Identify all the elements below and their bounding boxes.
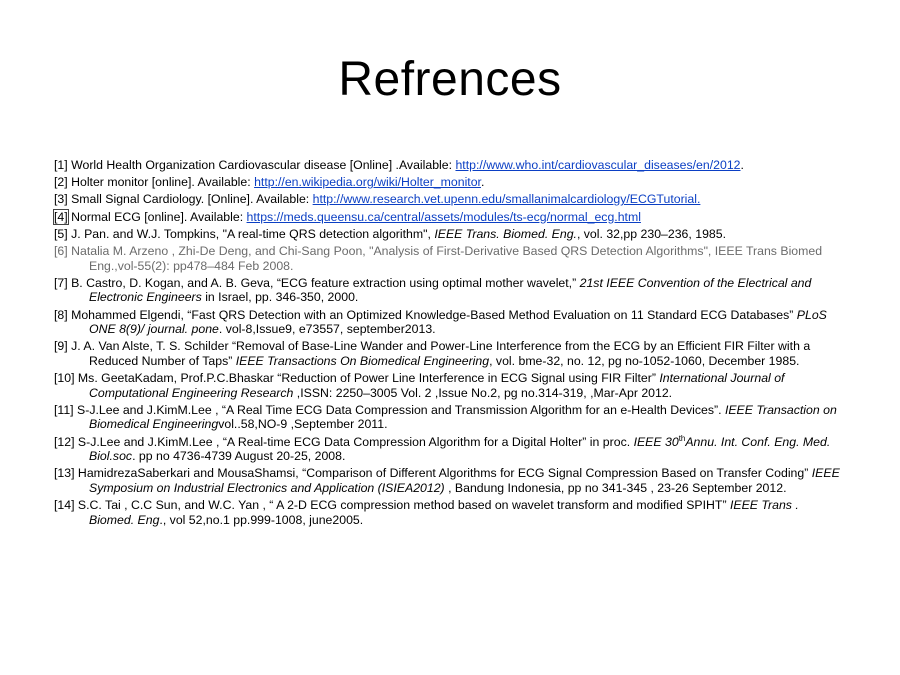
- reference-number: [3]: [54, 192, 68, 207]
- reference-number: [1]: [54, 158, 68, 172]
- reference-text: J. Pan. and W.J. Tompkins, "A real-time QRS detection algorithm",: [67, 226, 435, 241]
- reference-tail: . pp no 4736-4739 August 20-25, 2008.: [132, 449, 346, 464]
- reference-number: [11]: [54, 402, 74, 417]
- reference-link[interactable]: http://www.research.vet.upenn.edu/smallanimalcardiology/ECGTutorial.: [312, 192, 701, 207]
- reference-journal: IEEE Symposium on Industrial Electronics and Application (ISIEA2012): [89, 466, 840, 495]
- reference-number: [2]: [54, 175, 68, 190]
- reference-tail: , Bandung Indonesia, pp no 341-345 , 23-26 September 2012.: [444, 481, 787, 495]
- reference-journal: 21st IEEE Convention of the Electrical and Electronic Engineers: [89, 275, 812, 305]
- reference-number: [12]: [54, 434, 75, 449]
- reference-item-9: [54, 339, 846, 368]
- reference-list: [54, 158, 846, 530]
- reference-number: [6]: [54, 243, 68, 258]
- reference-journal: IEEE Trans. Biomed. Eng.: [434, 226, 577, 241]
- reference-link[interactable]: http://www.who.int/cardiovascular_diseases/en/2012: [455, 158, 741, 172]
- reference-journal-cont: Annu. Int. Conf. Eng. Med. Biol.soc: [89, 434, 831, 464]
- reference-tail: .: [740, 158, 744, 172]
- reference-number: [5]: [54, 226, 68, 241]
- reference-item-2: [54, 175, 846, 190]
- reference-number: [9]: [54, 339, 68, 354]
- reference-tail: .: [480, 175, 485, 190]
- reference-text: S.C. Tai , C.C Sun, and W.C. Yan , “ A 2-D ECG compression method based on wavelet transform and modified SPIHT”: [74, 498, 730, 513]
- reference-text: J. A. Van Alste, T. S. Schilder “Removal of Base-Line Wander and Power-Line Interference from the ECG by an Efficient FIR Filter with a Reduced Number of Taps”: [67, 339, 811, 368]
- reference-tail: ,ISSN: 2250–3005 Vol. 2 ,Issue No.2, pg no.314-319, ,Mar-Apr 2012.: [293, 385, 673, 400]
- reference-item-12: [54, 435, 846, 464]
- reference-item-4: [54, 210, 846, 225]
- reference-text: HamidrezaSaberkari and MousaShamsi, “Comparison of Different Algorithms for ECG Signal Compression Based on Transfer Coding”: [74, 466, 812, 481]
- reference-journal: IEEE Transaction on Biomedical Engineering: [89, 402, 837, 432]
- reference-item-13: [54, 466, 846, 495]
- reference-tail: , vol. 32,pp 230–236, 1985.: [576, 226, 727, 241]
- reference-journal: IEEE Transactions On Biomedical Engineering: [235, 353, 490, 368]
- reference-item-5: [54, 227, 846, 242]
- reference-item-11: [54, 403, 846, 432]
- reference-superscript: th: [678, 433, 686, 443]
- reference-link[interactable]: https://meds.queensu.ca/central/assets/modules/ts-ecg/normal_ecg.html: [246, 209, 641, 224]
- reference-item-8: [54, 308, 846, 337]
- reference-text: Normal ECG [online]. Available:: [67, 209, 247, 224]
- reference-journal: PLoS ONE 8(9)/ journal. pone: [89, 307, 827, 337]
- reference-text: Holter monitor [online]. Available:: [67, 175, 255, 190]
- reference-item-6: [54, 244, 846, 273]
- reference-tail: in Israel, pp. 346-350, 2000.: [201, 290, 359, 305]
- reference-number: [4]: [54, 209, 68, 224]
- reference-text: S-J.Lee and J.KimM.Lee , “A Real Time ECG Data Compression and Transmission Algorithm for an e-Health Devices”.: [73, 402, 725, 417]
- reference-item-14: [54, 498, 846, 527]
- reference-journal: International Journal of Computational Engineering Research: [89, 371, 785, 400]
- reference-tail: vol..58,NO-9 ,September 2011.: [218, 417, 388, 432]
- reference-tail: . vol-8,Issue9, e73557, september2013.: [218, 322, 436, 337]
- slide-title: Refrences: [338, 53, 562, 106]
- reference-item-10: [54, 371, 846, 400]
- reference-link[interactable]: http://en.wikipedia.org/wiki/Holter_monitor: [254, 175, 481, 190]
- reference-number: [7]: [54, 275, 68, 290]
- reference-tail: , vol. bme-32, no. 12, pg no-1052-1060, December 1985.: [489, 353, 800, 368]
- reference-number: [14]: [54, 498, 75, 513]
- reference-text: Small Signal Cardiology. [Online]. Available:: [67, 192, 313, 207]
- reference-text: World Health Organization Cardiovascular disease [Online] .Available:: [67, 158, 456, 172]
- reference-item-1: [54, 158, 846, 173]
- reference-item-3: [54, 192, 846, 207]
- reference-number: [8]: [54, 307, 68, 322]
- reference-text: Ms. GeetaKadam, Prof.P.C.Bhaskar “Reduction of Power Line Interference in ECG Signal using FIR Filter”: [74, 371, 660, 386]
- reference-journal: IEEE 30: [633, 434, 679, 449]
- reference-tail: ., vol 52,no.1 pp.999-1008, june2005.: [159, 512, 364, 527]
- reference-text: B. Castro, D. Kogan, and A. B. Geva, “ECG feature extraction using optimal mother wavelet,”: [67, 275, 580, 290]
- reference-text: Natalia M. Arzeno , Zhi-De Deng, and Chi-Sang Poon, "Analysis of First-Derivative Based QRS Detection Algorithms", IEEE Trans Biomed Eng.,vol-55(2): pp478–484 Feb 2008.: [67, 243, 823, 273]
- reference-number: [10]: [54, 371, 75, 386]
- reference-item-7: [54, 276, 846, 305]
- reference-number: [13]: [54, 466, 75, 481]
- reference-journal: IEEE Trans . Biomed. Eng: [89, 498, 799, 527]
- reference-text: Mohammed Elgendi, “Fast QRS Detection with an Optimized Knowledge-Based Method Evaluation on 11 Standard ECG Databases”: [67, 307, 797, 322]
- reference-text: S-J.Lee and J.KimM.Lee , “A Real-time ECG Data Compression Algorithm for a Digital Holter” in proc.: [74, 434, 634, 449]
